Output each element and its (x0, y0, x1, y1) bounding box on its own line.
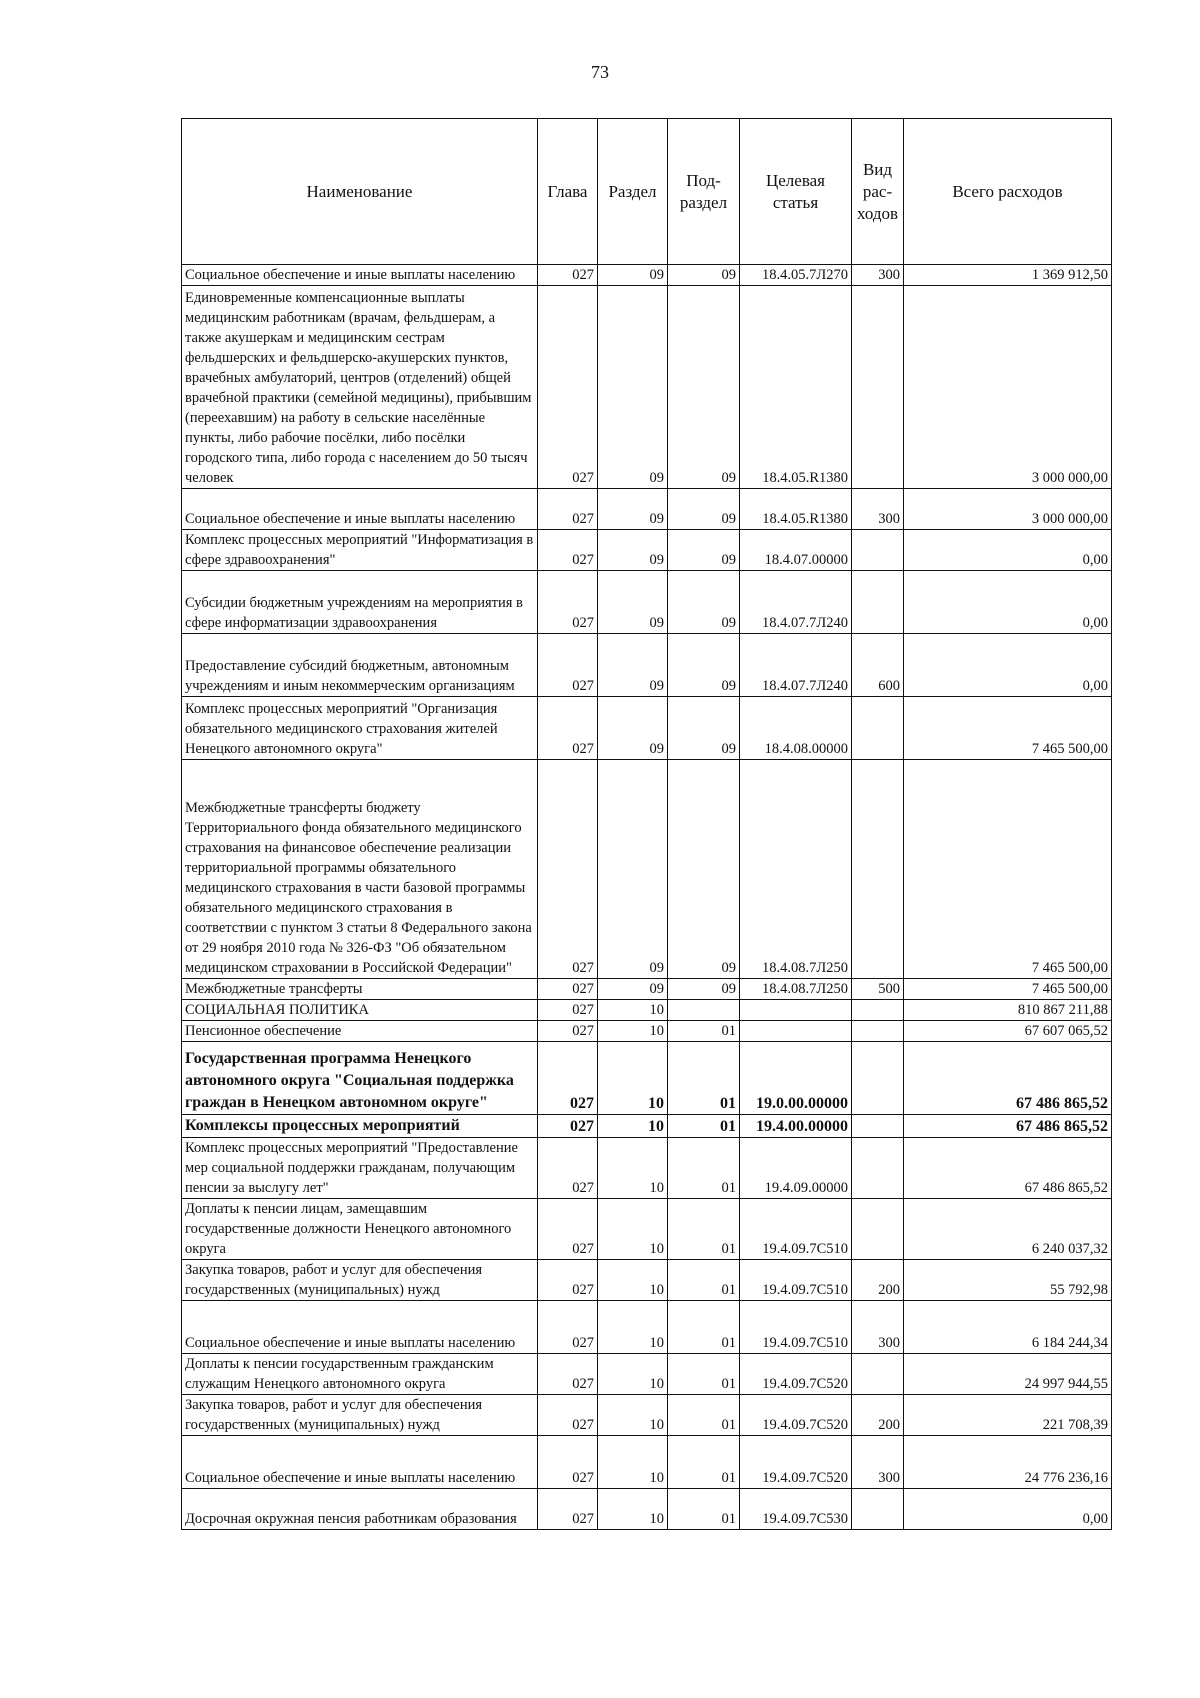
cell-target: 18.4.07.7Л240 (740, 571, 852, 634)
cell-section: 10 (598, 1115, 668, 1138)
cell-expense-type: 200 (852, 1395, 904, 1436)
cell-total: 6 240 037,32 (904, 1199, 1112, 1260)
cell-subsection: 09 (668, 489, 740, 530)
cell-total: 7 465 500,00 (904, 760, 1112, 979)
cell-expense-type (852, 1199, 904, 1260)
cell-target: 19.4.09.00000 (740, 1138, 852, 1199)
cell-target: 18.4.08.7Л250 (740, 760, 852, 979)
cell-subsection: 09 (668, 286, 740, 489)
cell-section: 09 (598, 697, 668, 760)
cell-section: 10 (598, 1260, 668, 1301)
cell-expense-type (852, 1000, 904, 1021)
cell-expense-type (852, 1138, 904, 1199)
cell-chapter: 027 (538, 1436, 598, 1489)
cell-target: 19.4.09.7С510 (740, 1199, 852, 1260)
cell-expense-type (852, 571, 904, 634)
cell-name: Социальное обеспечение и иные выплаты населению (182, 1436, 538, 1489)
table-row (182, 286, 1112, 489)
table-row (182, 697, 1112, 760)
cell-name: Предоставление субсидий бюджетным, автономным учреждениям и иным некоммерческим организациям (182, 634, 538, 697)
cell-expense-type: 300 (852, 1436, 904, 1489)
cell-subsection: 01 (668, 1115, 740, 1138)
table-row (182, 1260, 1112, 1301)
cell-subsection: 09 (668, 634, 740, 697)
cell-subsection (668, 1000, 740, 1021)
table-row (182, 530, 1112, 571)
cell-chapter: 027 (538, 1021, 598, 1042)
table-row (182, 1115, 1112, 1138)
cell-target (740, 1021, 852, 1042)
cell-expense-type (852, 1042, 904, 1115)
cell-name: Государственная программа Ненецкого автономного округа "Социальная поддержка граждан в Ненецком автономном округе" (182, 1042, 538, 1115)
cell-subsection: 01 (668, 1301, 740, 1354)
cell-name: Межбюджетные трансферты бюджету Территориального фонда обязательного медицинского страхования на финансовое обеспечение реализации территориальной программы обязательного медицинского страхования в части базовой программы обязательного медицинского страхования в соответствии с пунктом 3 статьи 8 Федерального закона от 29 ноября 2010 года № 326-ФЗ "Об обязательном медицинском страховании в Российской Федерации" (182, 760, 538, 979)
cell-chapter: 027 (538, 1395, 598, 1436)
cell-expense-type: 300 (852, 489, 904, 530)
table-row (182, 1042, 1112, 1115)
cell-section: 10 (598, 1199, 668, 1260)
cell-subsection: 01 (668, 1021, 740, 1042)
table-body (182, 265, 1112, 1530)
cell-section: 09 (598, 634, 668, 697)
cell-name: Доплаты к пенсии государственным гражданским служащим Ненецкого автономного округа (182, 1354, 538, 1395)
cell-name: Субсидии бюджетным учреждениям на мероприятия в сфере информатизации здравоохранения (182, 571, 538, 634)
cell-chapter: 027 (538, 979, 598, 1000)
budget-table (181, 118, 1112, 1530)
cell-total: 0,00 (904, 530, 1112, 571)
cell-name: Пенсионное обеспечение (182, 1021, 538, 1042)
header-target: Целевая статья (740, 119, 852, 265)
cell-subsection: 09 (668, 760, 740, 979)
table-row (182, 1021, 1112, 1042)
cell-chapter: 027 (538, 760, 598, 979)
cell-target: 19.4.09.7С510 (740, 1301, 852, 1354)
table-row (182, 1436, 1112, 1489)
cell-total: 67 486 865,52 (904, 1042, 1112, 1115)
header-section: Раздел (598, 119, 668, 265)
header-subsection: Под-раздел (668, 119, 740, 265)
cell-target: 18.4.05.R1380 (740, 489, 852, 530)
cell-expense-type (852, 1354, 904, 1395)
cell-name: Досрочная окружная пенсия работникам образования (182, 1489, 538, 1530)
cell-expense-type (852, 1021, 904, 1042)
cell-section: 10 (598, 1021, 668, 1042)
cell-chapter: 027 (538, 634, 598, 697)
cell-chapter: 027 (538, 571, 598, 634)
cell-name: Комплекс процессных мероприятий "Информатизация в сфере здравоохранения" (182, 530, 538, 571)
cell-section: 09 (598, 489, 668, 530)
cell-section: 09 (598, 979, 668, 1000)
cell-expense-type (852, 1489, 904, 1530)
cell-target: 19.0.00.00000 (740, 1042, 852, 1115)
cell-total: 24 997 944,55 (904, 1354, 1112, 1395)
cell-total: 221 708,39 (904, 1395, 1112, 1436)
cell-expense-type: 500 (852, 979, 904, 1000)
cell-total: 6 184 244,34 (904, 1301, 1112, 1354)
cell-section: 10 (598, 1042, 668, 1115)
table-row (182, 265, 1112, 286)
cell-target: 18.4.07.7Л240 (740, 634, 852, 697)
cell-total: 3 000 000,00 (904, 489, 1112, 530)
cell-subsection: 01 (668, 1042, 740, 1115)
cell-subsection: 09 (668, 530, 740, 571)
cell-total: 67 486 865,52 (904, 1138, 1112, 1199)
cell-target (740, 1000, 852, 1021)
table-row (182, 760, 1112, 979)
table-row (182, 489, 1112, 530)
cell-name: Закупка товаров, работ и услуг для обеспечения государственных (муниципальных) нужд (182, 1260, 538, 1301)
cell-total: 3 000 000,00 (904, 286, 1112, 489)
header-chapter: Глава (538, 119, 598, 265)
cell-section: 10 (598, 1138, 668, 1199)
cell-subsection: 01 (668, 1138, 740, 1199)
cell-section: 09 (598, 530, 668, 571)
table-row (182, 1301, 1112, 1354)
table-row (182, 1138, 1112, 1199)
cell-total: 55 792,98 (904, 1260, 1112, 1301)
cell-subsection: 01 (668, 1489, 740, 1530)
cell-chapter: 027 (538, 265, 598, 286)
cell-target: 18.4.05.7Л270 (740, 265, 852, 286)
cell-chapter: 027 (538, 1042, 598, 1115)
cell-total: 0,00 (904, 1489, 1112, 1530)
table-row (182, 1489, 1112, 1530)
cell-name: Комплекс процессных мероприятий "Организация обязательного медицинского страхования жителей Ненецкого автономного округа" (182, 697, 538, 760)
cell-subsection: 01 (668, 1260, 740, 1301)
cell-target: 19.4.09.7С520 (740, 1436, 852, 1489)
cell-target: 19.4.09.7С510 (740, 1260, 852, 1301)
cell-total: 0,00 (904, 571, 1112, 634)
cell-subsection: 09 (668, 571, 740, 634)
cell-total: 67 486 865,52 (904, 1115, 1112, 1138)
cell-subsection: 01 (668, 1395, 740, 1436)
cell-name: Комплексы процессных мероприятий (182, 1115, 538, 1138)
cell-total: 7 465 500,00 (904, 697, 1112, 760)
cell-name: СОЦИАЛЬНАЯ ПОЛИТИКА (182, 1000, 538, 1021)
header-name: Наименование (182, 119, 538, 265)
table-row (182, 634, 1112, 697)
cell-expense-type (852, 760, 904, 979)
cell-subsection: 01 (668, 1354, 740, 1395)
cell-expense-type (852, 1115, 904, 1138)
cell-total: 0,00 (904, 634, 1112, 697)
table-row (182, 979, 1112, 1000)
cell-name: Закупка товаров, работ и услуг для обеспечения государственных (муниципальных) нужд (182, 1395, 538, 1436)
cell-target: 19.4.09.7С520 (740, 1395, 852, 1436)
table-header (182, 119, 1112, 265)
cell-name: Доплаты к пенсии лицам, замещавшим государственные должности Ненецкого автономного округа (182, 1199, 538, 1260)
cell-expense-type (852, 286, 904, 489)
table-row (182, 1000, 1112, 1021)
cell-section: 09 (598, 760, 668, 979)
cell-chapter: 027 (538, 1301, 598, 1354)
cell-subsection: 01 (668, 1199, 740, 1260)
cell-section: 10 (598, 1000, 668, 1021)
cell-name: Межбюджетные трансферты (182, 979, 538, 1000)
cell-chapter: 027 (538, 1199, 598, 1260)
cell-chapter: 027 (538, 286, 598, 489)
cell-target: 18.4.07.00000 (740, 530, 852, 571)
cell-name: Социальное обеспечение и иные выплаты населению (182, 265, 538, 286)
header-expense-type: Вид рас-ходов (852, 119, 904, 265)
cell-target: 18.4.08.00000 (740, 697, 852, 760)
cell-target: 18.4.05.R1380 (740, 286, 852, 489)
cell-section: 10 (598, 1301, 668, 1354)
cell-subsection: 09 (668, 979, 740, 1000)
cell-chapter: 027 (538, 1354, 598, 1395)
cell-target: 18.4.08.7Л250 (740, 979, 852, 1000)
cell-section: 09 (598, 265, 668, 286)
table-row (182, 1199, 1112, 1260)
cell-total: 24 776 236,16 (904, 1436, 1112, 1489)
cell-chapter: 027 (538, 697, 598, 760)
table-row (182, 1354, 1112, 1395)
cell-target: 19.4.09.7С520 (740, 1354, 852, 1395)
cell-expense-type: 300 (852, 1301, 904, 1354)
table-row (182, 1395, 1112, 1436)
cell-name: Социальное обеспечение и иные выплаты населению (182, 489, 538, 530)
cell-section: 10 (598, 1489, 668, 1530)
cell-name: Комплекс процессных мероприятий "Предоставление мер социальной поддержки гражданам, получающим пенсии за выслугу лет" (182, 1138, 538, 1199)
cell-section: 09 (598, 571, 668, 634)
cell-chapter: 027 (538, 1000, 598, 1021)
cell-total: 1 369 912,50 (904, 265, 1112, 286)
cell-total: 810 867 211,88 (904, 1000, 1112, 1021)
cell-total: 67 607 065,52 (904, 1021, 1112, 1042)
cell-chapter: 027 (538, 1138, 598, 1199)
cell-expense-type: 600 (852, 634, 904, 697)
cell-total: 7 465 500,00 (904, 979, 1112, 1000)
cell-chapter: 027 (538, 1489, 598, 1530)
cell-section: 10 (598, 1395, 668, 1436)
cell-section: 09 (598, 286, 668, 489)
cell-name: Социальное обеспечение и иные выплаты населению (182, 1301, 538, 1354)
cell-name: Единовременные компенсационные выплаты медицинским работникам (врачам, фельдшерам, а также акушеркам и медицинским сестрам фельдшерских и фельдшерско-акушерских пунктов, врачебных амбулаторий, центров (отделений) общей врачебной практики (семейной медицины), прибывшим (переехавшим) на работу в сельские населённые пункты, либо рабочие посёлки, либо посёлки городского типа, либо города с населением до 50 тысяч человек (182, 286, 538, 489)
table-row (182, 571, 1112, 634)
cell-expense-type: 200 (852, 1260, 904, 1301)
cell-target: 19.4.00.00000 (740, 1115, 852, 1138)
header-total: Всего расходов (904, 119, 1112, 265)
cell-expense-type (852, 697, 904, 760)
cell-section: 10 (598, 1354, 668, 1395)
cell-chapter: 027 (538, 1260, 598, 1301)
cell-subsection: 09 (668, 265, 740, 286)
page-number: 73 (591, 62, 609, 82)
cell-chapter: 027 (538, 1115, 598, 1138)
cell-section: 10 (598, 1436, 668, 1489)
cell-target: 19.4.09.7С530 (740, 1489, 852, 1530)
cell-chapter: 027 (538, 530, 598, 571)
cell-subsection: 01 (668, 1436, 740, 1489)
cell-expense-type: 300 (852, 265, 904, 286)
cell-expense-type (852, 530, 904, 571)
cell-subsection: 09 (668, 697, 740, 760)
cell-chapter: 027 (538, 489, 598, 530)
